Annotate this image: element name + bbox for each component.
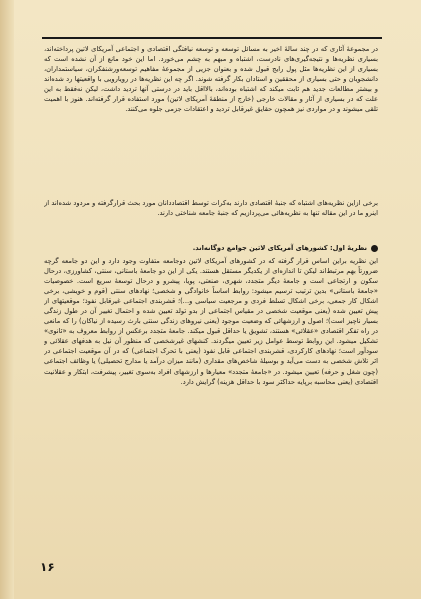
bullet-icon	[371, 245, 378, 252]
paragraph-1: در مجموعهٔ آثاری که در چند سالهٔ اخیر به مسائل توسعه و توسعه نیافتگی اقتصادی و اجتماعی آمریکای لاتین پرداخته‌اند، بسیاری نظریه‌ها و نتیجه‌گیری‌های نادرست، اشتباه و مبهم به چشم می‌خورد. اما این خود مانع از آن نشده است که بسیاری از این نظریه‌ها مثل پول رایج قبول شده و بعنوان جزیی از مجموعهٔ مفاهیم توسعه‌ورشنفکران، سیاستمداران، دانشجویان و حتی بسیاری از محققین و استادان بکار گرفته شوند. اگر چه این نظریه‌ها در رویارویی با واقعیتها رد شده‌اند و بیشتر مطالعات جدید هم ثابت میکند که اشتباه بوده‌اند، بالااقل باید در درستی آنها تردید داشت، لیکن نه‌فقط به این علت که در بسیاری از آثار و مقالات خارجی (خارج از منطقهٔ آمریکای لاتین) مورد استفاده قرار گرفته‌اند. هنوز با اهمیت تلقی میشوند و در مواردی نیز همچون حقایق غیرقابل تردید و اعتقادات جزمی جلوه می‌کنند.	[44, 45, 378, 114]
section-heading	[44, 242, 378, 254]
page-edge-shadow	[0, 0, 14, 599]
top-rule	[42, 37, 382, 39]
section-heading-text: نظریهٔ اول: کشورهای آمریکای لاتین جوامع دوگانه‌اند.	[192, 243, 367, 252]
page-number: ۱۶	[40, 560, 55, 574]
paragraph-3: این نظریه براین اساس قرار گرفته که در کشورهای آمریکای لاتین دوجامعه متفاوت وجود دارد و این دو جامعه گرچه ضرورتاً بهم مرتبط‌اند لیکن تا اندازه‌ای از یکدیگر مستقل هستند. یکی از این دو جامعهٔ باستانی، سنتی، کشاورزی، درحال سکون و ارتجاعی است و جامعهٔ دیگر متجدد، شهری، صنعتی، پویا، پیشرو و درحال توسعهٔ سریع است. خصوصیات «جامعهٔ باستانی» بدین ترتیب ترسیم میشود: روابط اساساً خانوادگی و شخصی؛ نهادهای سنتی (قوم و خویشی، برخی اشکال کار جمعی، برخی اشکال تسلط فردی و مرجعیت سیاسی و...)؛ قشربندی اجتماعی غیرقابل نفوذ؛ موقعیتهای از پیش تعیین شده (یعنی موقعیت شخصی در مقیاس اجتماعی از بدو تولد تعیین شده و احتمال تغییر آن در طول زندگی بسیار ناچیز است)؛ اصول و ارزشهائی که وضعیت موجود (یعنی نیروهای زندگی سنتی بارث رسیده از نیاکان) را که مانعی در راه تفکر اقتصادی «عقلائی» هستند، تشویق یا حداقل قبول میکند. جامعهٔ متجدد برعکس از روابط معروف به «ثانوی» تشکیل میشود. این روابط توسط عوامل زیر تعیین میگردند. کنشهای غیرشخصی که منظور آن نیل به هدفهای عقلائی و سودآور است؛ نهادهای کارکردی، قشربندی اجتماعی قابل نفوذ (یعنی با تحرک اجتماعی) که در آن موقعیت اجتماعی در اثر تلاش شخصی به دست می‌آید و بوسیلهٔ شاخص‌های مقداری (مانند میزان درآمد یا مدارج تحصیلی) یا وظائف اجتماعی (چون شغل و حرفه) تعیین میشود. در «جامعهٔ متجدد» معیارها و ارزشهای افراد به‌سوی تغییر، پیشرفت، ابتکار و عقلانیت اقتصادی (یعنی محاسبه برپایه حداکثر سود با حداقل هزینه) گرایش دارد.	[44, 257, 378, 386]
paragraph-2: برخی ازاین نظریه‌های اشتباه که جنبهٔ اقتصادی دارند به‌کرات توسط اقتصاددانان مورد بحث قرارگرفته و مردود شده‌اند از اینرو ما در این مقاله تنها به نظریه‌هائی می‌پردازیم که جنبهٔ جامعه شناختی دارند.	[44, 199, 378, 218]
body-text	[44, 44, 378, 516]
